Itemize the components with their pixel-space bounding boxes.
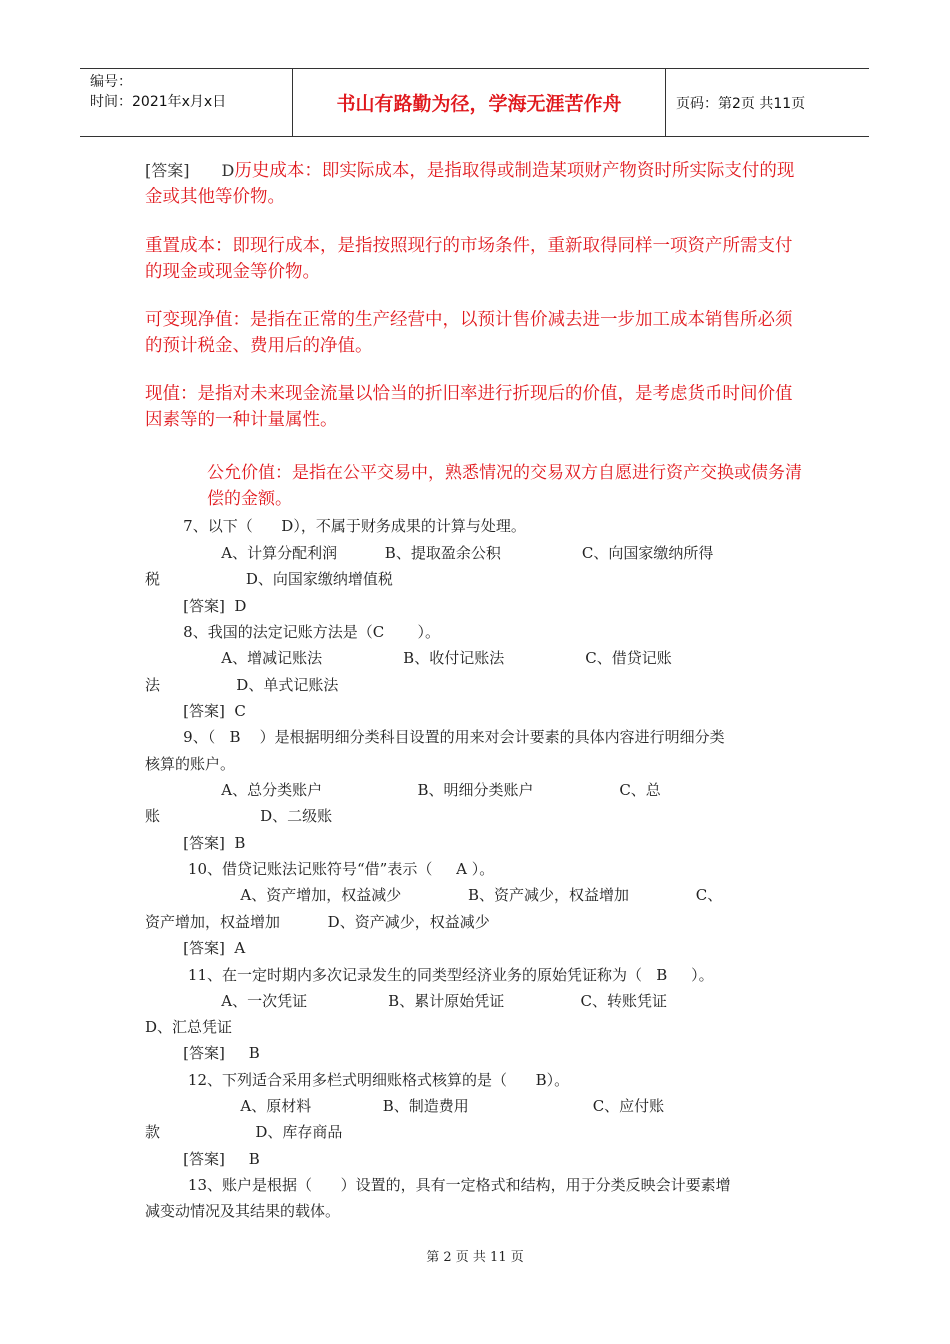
text-line: 10、借贷记账法记账符号“借”表示（ A ）。 [145, 860, 495, 878]
text-line: 7、以下（ D），不属于财务成果的计算与处理。 [145, 517, 526, 535]
text-line: A、增减记账法 B、收付记账法 C、借贷记账 [145, 649, 672, 667]
definition-text: 历史成本：即实际成本，是指取得或制造某项财产物资时所实际支付的现金或其他等价物。 [145, 161, 795, 207]
number-label: 编号： [90, 74, 132, 90]
text-line: 12、下列适合采用多栏式明细账格式核算的是（ B）。 [145, 1071, 570, 1089]
text-line: A、原材料 B、制造费用 C、应付账 [145, 1097, 665, 1115]
text-line: D、汇总凭证 [145, 1018, 233, 1036]
header-table [80, 68, 869, 137]
definition-net-realizable-value: 可变现净值：是指在正常的生产经营中，以预计售价减去进一步加工成本销售所必须的预计税金、费用后的净值。 [145, 310, 793, 356]
text-line: A、一次凭证 B、累计原始凭证 C、转账凭证 [145, 992, 667, 1010]
text-line: 税 D、向国家缴纳增值税 [145, 570, 393, 588]
text-line: 核算的账户。 [145, 755, 236, 773]
definition-replacement-cost: 重置成本：即现行成本，是指按照现行的市场条件，重新取得同样一项资产所需支付的现金或现金等价物。 [145, 236, 793, 282]
text-line: 9、（ B ）是根据明细分类科目设置的用来对会计要素的具体内容进行明细分类 [145, 728, 725, 746]
text-line: 13、账户是根据（ ）设置的，具有一定格式和结构，用于分类反映会计要素增 [145, 1176, 731, 1194]
header-meta-cell [80, 69, 293, 136]
text-line: A、总分类账户 B、明细分类账户 C、总 [145, 781, 661, 799]
definition-present-value: 现值：是指对未来现金流量以恰当的折旧率进行折现后的价值，是考虑货币时间价值因素等的一种计量属性。 [145, 384, 793, 430]
definition-historical-cost [145, 158, 805, 210]
answer-prefix: [答案] D [145, 161, 235, 180]
text-line: 账 D、二级账 [145, 807, 333, 825]
text-line: 减变动情况及其结果的载体。 [145, 1202, 341, 1220]
text-line: A、资产增加，权益减少 B、资产减少，权益增加 C、 [145, 886, 723, 904]
text-line: [答案] B [145, 1044, 260, 1062]
text-line: 款 D、库存商品 [145, 1123, 343, 1141]
text-line: [答案] C [145, 702, 246, 720]
text-line: A、计算分配利润 B、提取盈余公积 C、向国家缴纳所得 [145, 544, 714, 562]
text-line: 8、我国的法定记账方法是（C ）。 [145, 623, 441, 641]
text-line: 11、在一定时期内多次记录发生的同类型经济业务的原始凭证称为（ B ）。 [145, 966, 714, 984]
text-line: 法 D、单式记账法 [145, 676, 339, 694]
motto: 书山有路勤为径，学海无涯苦作舟 [293, 69, 666, 136]
text-line: [答案] D [145, 597, 247, 615]
text-line: [答案] B [145, 834, 246, 852]
date-label: 时间：2021年x月x日 [90, 94, 227, 110]
page-footer: 第 2 页 共 11 页 [426, 1250, 524, 1265]
text-line: 资产增加，权益增加 D、资产减少，权益减少 [145, 913, 490, 931]
text-line: [答案] A [145, 939, 246, 957]
page-label: 页码：第2页 共11页 [676, 95, 806, 112]
text-line: [答案] B [145, 1150, 260, 1168]
definition-fair-value: 公允价值：是指在公平交易中，熟悉情况的交易双方自愿进行资产交换或债务清偿的金额。 [207, 463, 802, 509]
